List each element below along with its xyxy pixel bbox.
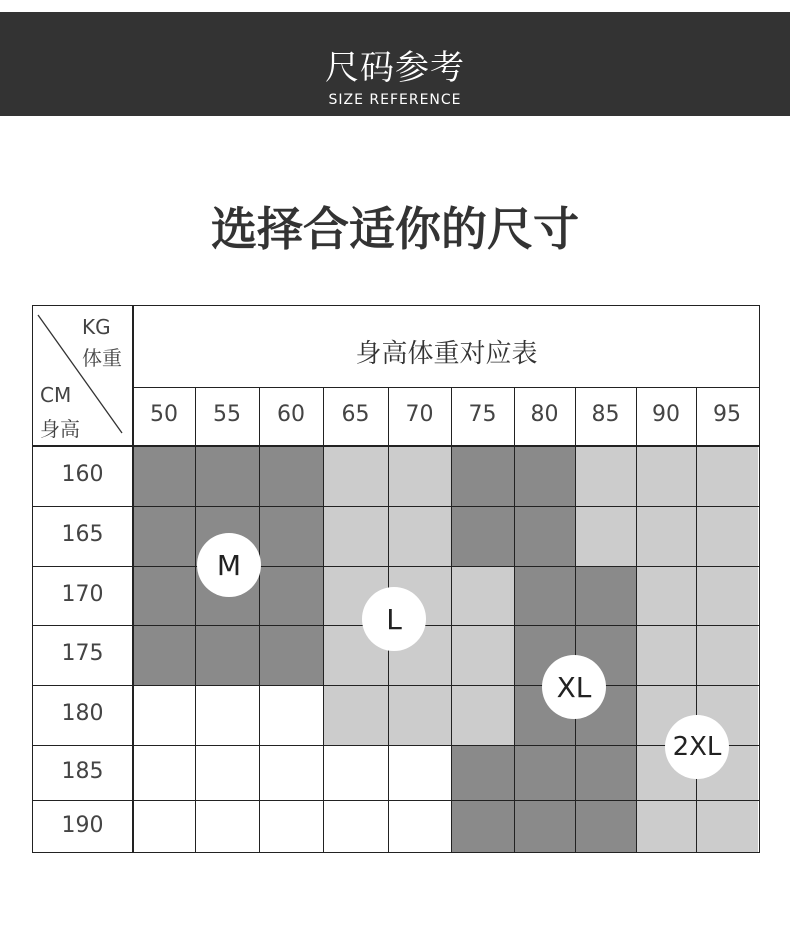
- weight-header: 90: [652, 402, 680, 427]
- size-badge-xl: XL: [542, 655, 606, 719]
- weight-header: 85: [591, 402, 620, 427]
- height-header: 170: [61, 581, 104, 607]
- height-label: 身高: [40, 417, 80, 441]
- header-banner: [0, 12, 790, 116]
- height-header: 160: [61, 462, 104, 487]
- weight-header: 75: [468, 402, 497, 427]
- height-header: 190: [61, 812, 104, 838]
- weight-header: 50: [150, 402, 178, 427]
- size-badge-m: M: [197, 533, 261, 597]
- page-heading: 选择合适你的尺寸: [211, 202, 579, 256]
- banner-title: 尺码参考: [325, 48, 465, 88]
- height-header: 185: [61, 758, 104, 784]
- weight-label: 体重: [82, 346, 122, 370]
- size-table: [32, 305, 760, 853]
- size-badge-2xl: 2XL: [665, 715, 729, 779]
- weight-header: 70: [405, 402, 434, 427]
- weight-unit-label: KG: [82, 315, 111, 339]
- banner-subtitle: SIZE REFERENCE: [328, 92, 462, 108]
- weight-header: 65: [341, 402, 370, 427]
- height-header: 175: [61, 641, 104, 666]
- table-title: 身高体重对应表: [355, 339, 538, 369]
- size-badge-l: L: [362, 587, 426, 651]
- height-header: 165: [61, 522, 104, 547]
- weight-header: 80: [530, 402, 559, 427]
- height-header: 180: [61, 701, 104, 726]
- weight-header: 95: [713, 402, 741, 427]
- weight-header: 60: [277, 402, 305, 427]
- height-unit-label: CM: [40, 383, 72, 407]
- weight-header: 55: [213, 402, 241, 427]
